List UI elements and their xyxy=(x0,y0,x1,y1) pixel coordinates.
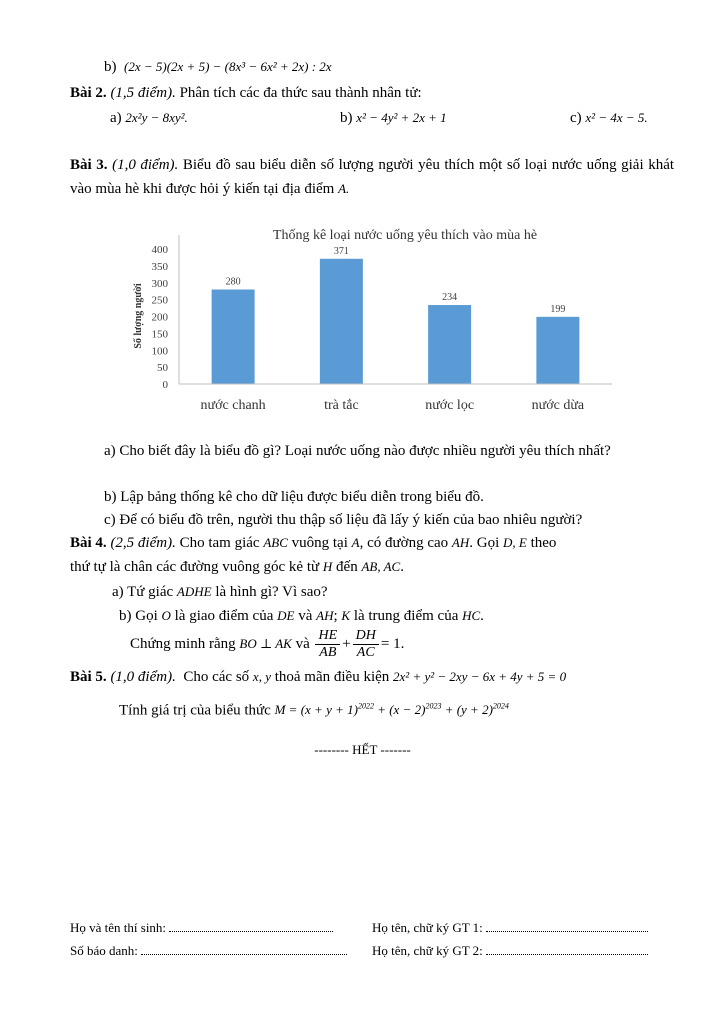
bai3-paragraph xyxy=(70,154,674,201)
bai4-line2-den: đến xyxy=(336,559,358,575)
bai4-a: A xyxy=(351,535,360,550)
x-axis-ticks xyxy=(201,398,585,413)
bai5-text-3: Tính giá trị của biểu thức xyxy=(119,702,271,719)
footer-sbd-row xyxy=(70,941,347,961)
bai4-text-3: , có đường cao xyxy=(359,535,449,551)
bai4-bo-perp-ak: BO ⊥ AK xyxy=(239,636,292,651)
bai4-abc: ABC xyxy=(263,535,288,550)
bai2-heading xyxy=(70,83,422,103)
fraction-he-ab xyxy=(315,628,340,661)
bai4-title: Bài 4. xyxy=(70,535,107,551)
exponent-2022: 2022 xyxy=(357,702,374,711)
gt2-label: Họ tên, chữ ký GT 2: xyxy=(372,943,483,958)
bai2a-label: a) xyxy=(110,110,122,126)
bai4-text-5: theo xyxy=(530,535,557,551)
bai2c-label: c) xyxy=(570,110,582,126)
bar xyxy=(212,290,255,385)
bai3-question-c: c) Để có biểu đồ trên, người thu thập số liệu đã lấy ý kiến của bao nhiêu người? xyxy=(104,512,583,528)
bai4-adhe: ADHE xyxy=(176,584,212,599)
x-category-label: nước lọc xyxy=(425,398,475,413)
bai4-ah: AH xyxy=(451,535,470,550)
y-tick-label: 0 xyxy=(162,379,168,391)
equals-one: = 1. xyxy=(380,636,405,652)
y-tick-label: 100 xyxy=(151,345,168,358)
bai1b-label: b) xyxy=(104,59,117,75)
candidate-number-label: Số báo danh: xyxy=(70,943,138,958)
frac2-numerator: DH xyxy=(353,628,379,645)
bar-value-label: 280 xyxy=(225,276,241,288)
bai2-points: (1,5 điểm). xyxy=(110,85,176,101)
exponent-2023: 2023 xyxy=(425,702,442,711)
bai4-de: D, E xyxy=(502,535,527,550)
bai4-qb-text-5: là trung điểm của xyxy=(353,608,459,624)
bai5-xy: x, y xyxy=(252,669,271,684)
bai3-text: Biểu đồ sau biểu diễn số lượng người yêu thích một số loại nước uống giải khát vào mùa hè khi được hỏi ý kiến tại địa điểm xyxy=(70,157,675,197)
bai2-part-b xyxy=(340,108,447,128)
bai4-va: và xyxy=(295,636,310,652)
bai5-points: (1,0 điểm). xyxy=(110,669,176,685)
expr-part-2: + (x − 2) xyxy=(373,702,426,718)
bai3-place: A. xyxy=(338,181,350,196)
bai4-line-2: thứ tự là chân các đường vuông góc kẻ từ H đến AB, AC. xyxy=(70,559,404,575)
bai4-line2-text: thứ tự là chân các đường vuông góc kẻ từ xyxy=(70,559,320,575)
bai2b-expression: x² − 4y² + 2x + 1 xyxy=(356,110,447,125)
footer-gt1-row xyxy=(372,918,648,938)
fraction-dh-ac xyxy=(353,628,379,661)
bai5-heading xyxy=(70,667,566,687)
bai4-points: (2,5 điểm). xyxy=(110,535,176,551)
bai4-prove-line xyxy=(130,626,404,662)
chart-title: Thống kê loại nước uống yêu thích vào mùa hè xyxy=(272,228,538,243)
bai2-part-c xyxy=(570,108,648,128)
bai3-points: (1,0 điểm). xyxy=(112,157,179,173)
y-tick-label: 250 xyxy=(151,294,168,307)
x-category-label: nước dừa xyxy=(531,398,585,413)
bai2a-expression: 2x²y − 8xy². xyxy=(125,110,188,125)
y-axis-ticks xyxy=(152,244,169,391)
bai2-part-a xyxy=(110,108,188,128)
bar xyxy=(428,305,471,384)
bai4-qb-text-1: b) Gọi xyxy=(119,608,158,624)
candidate-number-blank xyxy=(141,944,347,955)
candidate-name-label: Họ và tên thí sinh: xyxy=(70,920,167,935)
y-tick-label: 200 xyxy=(151,311,168,324)
candidate-name-blank xyxy=(169,921,333,932)
x-category-label: trà tắc xyxy=(324,398,359,413)
y-tick-label: 50 xyxy=(157,362,168,375)
bai4-text-4: . Gọi xyxy=(469,535,500,551)
plus-sign: + xyxy=(342,636,351,652)
expr-part-3: + (y + 2) xyxy=(441,702,493,718)
bai4-text-2: vuông tại xyxy=(291,535,348,551)
bai2-title: Bài 2. xyxy=(70,85,107,101)
bai4-qb-text-2: là giao điểm của xyxy=(174,608,274,624)
frac2-denominator: AC xyxy=(356,645,375,661)
bai2c-expression: x² − 4x − 5. xyxy=(585,110,648,125)
chart-bars xyxy=(212,246,580,384)
bai4-ah2: AH xyxy=(316,608,334,623)
bai1-part-b xyxy=(104,57,332,77)
bai4-heading xyxy=(70,533,674,553)
frac1-numerator: HE xyxy=(315,628,340,645)
y-tick-label: 350 xyxy=(151,260,168,273)
x-category-label: nước chanh xyxy=(200,398,266,413)
gt1-blank xyxy=(486,921,648,932)
bai3-question-b: b) Lập bảng thống kê cho dữ liệu được biểu diễn trong biểu đồ. xyxy=(104,489,484,505)
bai4-question-b: b) Gọi O là giao điểm của DE và AH; K là trung điểm của HC. xyxy=(119,608,484,624)
bai4-question-a xyxy=(112,582,328,602)
bai1b-expression: (2x − 5)(2x + 5) − (8x³ − 6x² + 2x) : 2x xyxy=(124,59,332,74)
expr-part-1: M = (x + y + 1) xyxy=(274,702,358,718)
bai4-o: O xyxy=(161,608,171,623)
bai4-text-1: Cho tam giác xyxy=(179,535,260,551)
bai5-text-2: thoả mãn điều kiện xyxy=(274,669,390,685)
bai4-hc: HC xyxy=(462,608,481,623)
bai4-abac: AB, AC xyxy=(361,559,401,574)
bai4-qb-text-3: và xyxy=(298,608,313,624)
bar-chart xyxy=(0,215,725,445)
bai5-expression-line xyxy=(119,697,509,720)
footer-name-row xyxy=(70,918,333,938)
bar-value-label: 199 xyxy=(550,303,566,315)
gt2-blank xyxy=(486,944,648,955)
bai4-h: H xyxy=(322,559,333,574)
bai3-title: Bài 3. xyxy=(70,157,108,173)
y-tick-label: 400 xyxy=(151,244,168,256)
bar-value-label: 234 xyxy=(442,292,458,304)
bai2-text: Phân tích các đa thức sau thành nhân tử: xyxy=(179,85,422,101)
bai5-expression xyxy=(275,702,509,717)
bai4-qb-text-4: ; xyxy=(333,608,338,624)
chart-ylabel: Số lượng người xyxy=(133,283,144,349)
bai5-text-1: Cho các số xyxy=(183,669,250,685)
end-marker: -------- HẾT ------- xyxy=(314,742,411,757)
bar xyxy=(536,317,579,384)
bai4-prove-text: Chứng minh rằng xyxy=(130,636,236,652)
bai5-condition: 2x² + y² − 2xy − 6x + 4y + 5 = 0 xyxy=(393,669,567,684)
bar xyxy=(320,259,363,384)
bar-value-label: 371 xyxy=(333,245,349,257)
frac1-denominator: AB xyxy=(319,645,337,661)
bai4-qa-text-2: là hình gì? Vì sao? xyxy=(215,584,328,600)
footer-gt2-row xyxy=(372,941,648,961)
y-tick-label: 150 xyxy=(151,328,168,341)
bai5-title: Bài 5. xyxy=(70,669,107,685)
bai4-de2: DE xyxy=(277,608,295,623)
y-tick-label: 300 xyxy=(151,277,168,290)
exponent-2024: 2024 xyxy=(492,702,509,711)
gt1-label: Họ tên, chữ ký GT 1: xyxy=(372,920,483,935)
bai2b-label: b) xyxy=(340,110,353,126)
bai4-qa-text-1: a) Tứ giác xyxy=(112,584,174,600)
bai4-k: K xyxy=(341,608,351,623)
bai3-question-a: a) Cho biết đây là biểu đồ gì? Loại nước uống nào được nhiều người yêu thích nhất? xyxy=(104,443,611,459)
